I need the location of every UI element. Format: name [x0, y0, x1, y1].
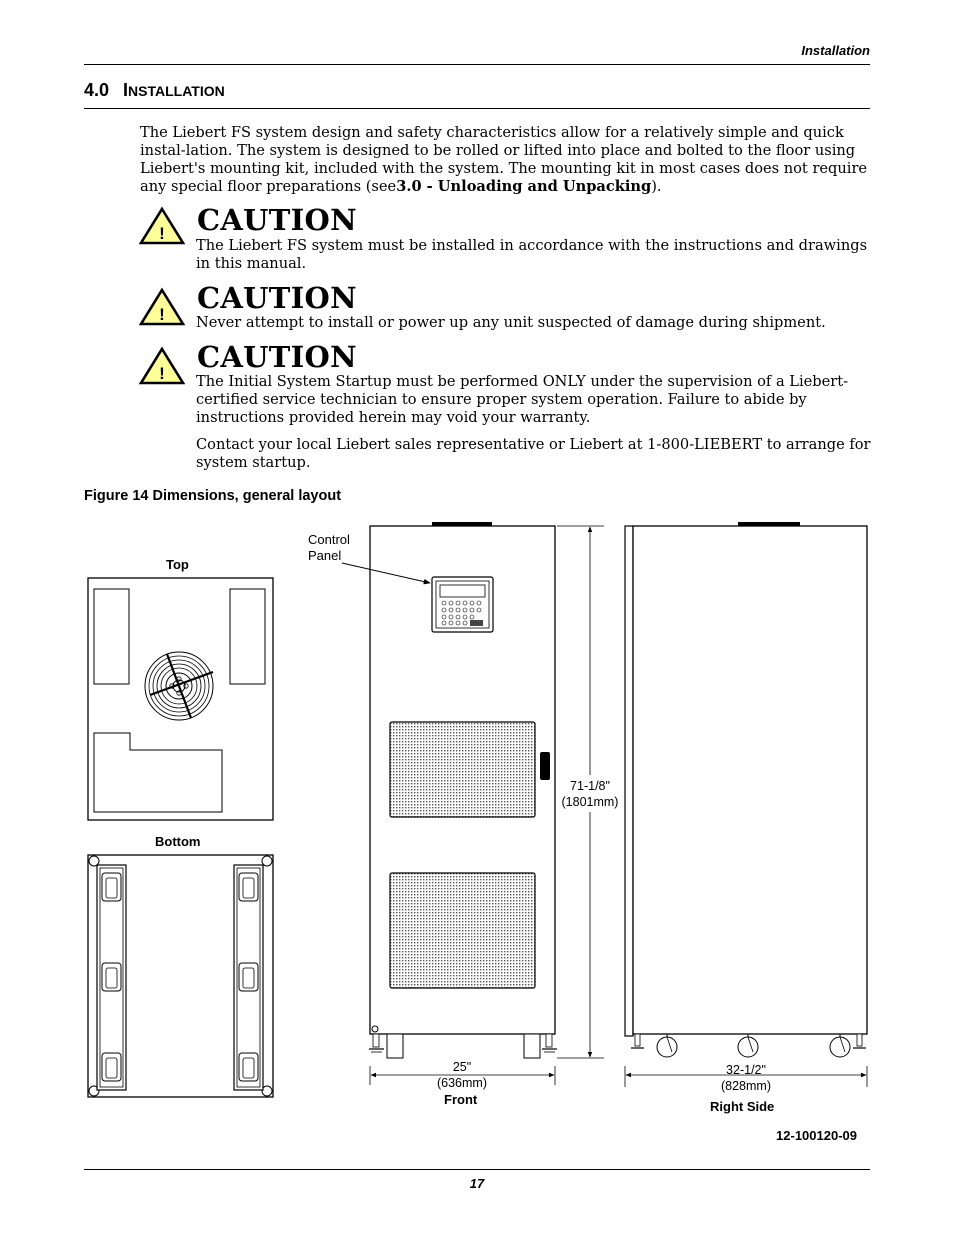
running-header: Installation — [801, 43, 870, 58]
height-dimension — [557, 778, 623, 810]
warning-symbol: ! — [159, 305, 165, 324]
depth-mm: (828mm) — [720, 1079, 771, 1093]
right-side-view-label: Right Side — [710, 1099, 775, 1114]
page-number: 17 — [469, 1176, 485, 1191]
height-inches: 71-1/8" — [570, 779, 610, 793]
control-panel-label-line1: Control — [308, 532, 350, 547]
bottom-view-label: Bottom — [155, 834, 201, 849]
width-mm: (636mm) — [436, 1076, 487, 1090]
depth-inches: 32-1/2" — [726, 1063, 766, 1077]
door-handle-icon — [540, 752, 550, 780]
warning-symbol: ! — [159, 224, 165, 243]
section-title-first-letter: I — [123, 80, 129, 100]
leveling-feet-icon — [369, 1034, 557, 1058]
right-side-view — [625, 522, 867, 1087]
top-view — [88, 578, 273, 820]
caster-icon — [657, 1034, 850, 1057]
caution-heading: CAUTION — [197, 340, 357, 374]
bottom-view — [88, 855, 273, 1097]
front-view-label: Front — [444, 1092, 478, 1107]
section-title-rest: NSTALLATION — [128, 83, 225, 99]
caution-text: Never attempt to install or power up any unit suspected of damage during shipment. — [196, 314, 826, 331]
control-panel-label-line2: Panel — [308, 548, 342, 563]
figure-caption: Figure 14 Dimensions, general layout — [84, 488, 342, 504]
top-view-label: Top — [166, 557, 189, 572]
intro-text: The Liebert FS system design and safety characteristics allow for a relatively simple and quick instal-lation. The system is designed to be rolled or lifted into place and bolted to the floor using Liebert's mounting kit, included with the system. The mounting kit in most cases does not require any special floor preparations (see — [140, 124, 868, 195]
caution-extra-text: Contact your local Liebert sales representative or Liebert at 1-800-LIEBERT to arrange for system startup. — [196, 436, 871, 471]
intro-cross-reference[interactable]: 3.0 - Unloading and Unpacking — [396, 178, 652, 195]
height-mm: (1801mm) — [561, 795, 619, 809]
depth-dimension — [708, 1062, 784, 1094]
caution-text: The Initial System Startup must be performed ONLY under the supervision of a Liebert-certified service technician to ensure proper system operation. Failure to abide by instructions provided herein may void your warranty. — [196, 373, 849, 426]
intro-text-end: ). — [651, 178, 662, 195]
control-panel-icon — [432, 577, 493, 632]
width-dimension — [425, 1059, 499, 1091]
ventilation-grille — [390, 873, 535, 988]
section-number: 4.0 — [84, 80, 110, 100]
caution-text: The Liebert FS system must be installed in accordance with the instructions and drawings in this manual. — [196, 237, 868, 272]
drawing-number: 12-100120-09 — [776, 1128, 857, 1143]
control-panel-label — [308, 532, 350, 564]
caution-heading: CAUTION — [197, 203, 357, 237]
ventilation-grille — [390, 722, 535, 817]
footer-rule — [84, 1169, 870, 1170]
warning-symbol: ! — [159, 364, 165, 383]
caution-heading: CAUTION — [197, 281, 357, 315]
width-inches: 25" — [452, 1060, 472, 1074]
